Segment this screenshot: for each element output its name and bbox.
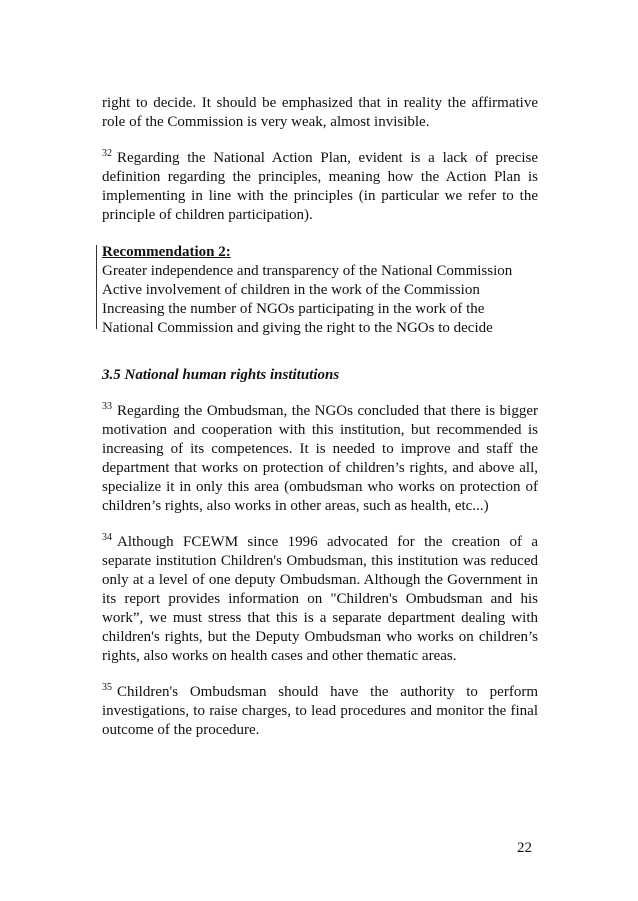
recommendation-title: Recommendation 2:	[102, 244, 231, 260]
recommendation-line: National Commission and giving the right to the NGOs to decide	[102, 320, 493, 336]
paragraph-34	[102, 533, 538, 666]
section-heading: 3.5 National human rights institutions	[102, 367, 340, 383]
footnote-marker-34: 34	[102, 532, 112, 543]
recommendation-block	[102, 243, 538, 338]
paragraph-35	[102, 683, 538, 740]
recommendation-line: Greater independence and transparency of the National Commission	[102, 263, 513, 279]
footnote-marker-33: 33	[102, 401, 112, 412]
recommendation-line: Increasing the number of NGOs participating in the work of the	[102, 301, 485, 317]
document-page	[102, 94, 538, 740]
recommendation-change-bar	[96, 245, 97, 329]
paragraph-35-text: Children's Ombudsman should have the authority to perform investigations, to raise charges, to lead procedures and monitor the final outcome of the procedure.	[102, 684, 538, 738]
page-number: 22	[517, 840, 532, 856]
paragraph-33	[102, 402, 538, 516]
paragraph-32-text: Regarding the National Action Plan, evident is a lack of precise definition regarding the principles, meaning how the Action Plan is implementing in line with the principles (in particular we refer to the principle of children participation).	[102, 150, 538, 223]
footnote-marker-35: 35	[102, 682, 112, 693]
footnote-marker-32: 32	[102, 148, 112, 159]
paragraph-34-text: Although FCEWM since 1996 advocated for the creation of a separate institution Children's Ombudsman, this institution was reduced only at a level of one deputy Ombudsman. Although the Government in its report provides information on "Children's Ombudsman and his work”, we must stress that this is a separate department dealing with children's rights, but the Deputy Ombudsman who works on children’s rights, also works on health cases and other thematic areas.	[102, 534, 538, 664]
paragraph-33-text: Regarding the Ombudsman, the NGOs concluded that there is bigger motivation and cooperation with this institution, but recommended is increasing of its competences. It is needed to improve and staff the department that works on protection of children’s rights, and above all, specialize it in only this area (ombudsman who works on protection of children’s rights, also works in other areas, such as health, etc...)	[102, 403, 538, 514]
recommendation-line: Active involvement of children in the work of the Commission	[102, 282, 480, 298]
paragraph-32	[102, 149, 538, 225]
paragraph-continued: right to decide. It should be emphasized that in reality the affirmative role of the Commission is very weak, almost invisible.	[102, 95, 538, 130]
